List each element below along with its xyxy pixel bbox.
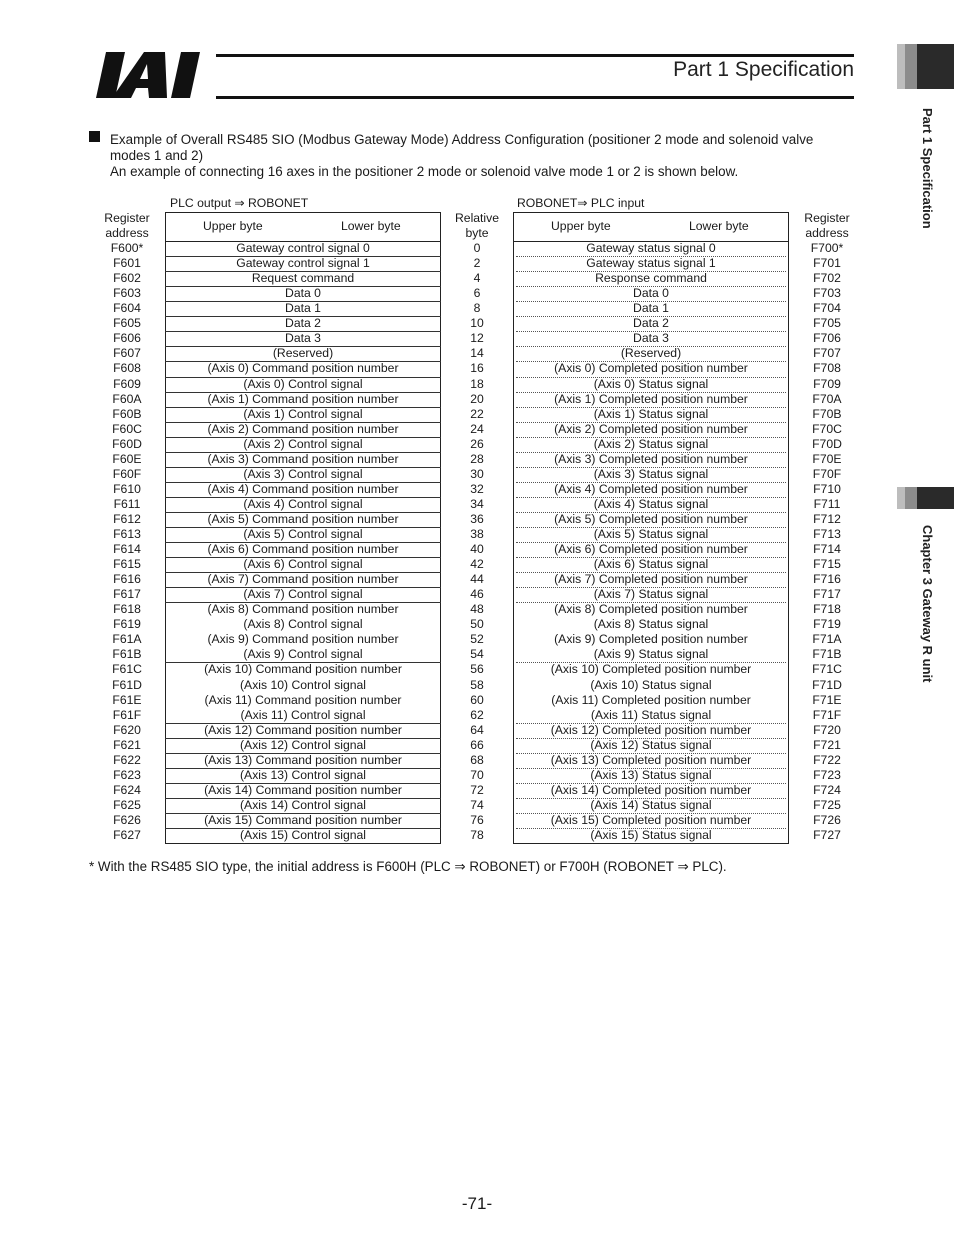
left-register-address: F623 [113,767,141,782]
right-register-address: F708 [813,361,841,376]
output-row-label: (Axis 3) Command position number [207,451,399,466]
left-register-address: F615 [113,557,141,571]
right-register-address: F714 [813,542,841,556]
output-row-label: (Axis 9) Control signal [243,647,363,662]
right-register-address: F71C [812,662,842,677]
input-row-label: Response command [595,271,707,286]
input-row-label: Data 1 [633,301,669,316]
relative-byte: 56 [470,662,484,677]
input-row-label: Data 3 [633,331,669,346]
output-row-label: (Axis 11) Command position number [204,692,402,707]
relative-byte: 46 [470,587,484,602]
side-tab-stripe [897,487,905,509]
output-row-label: (Axis 4) Command position number [207,481,399,496]
input-row-label: (Axis 6) Status signal [593,557,709,571]
left-register-address: F610 [113,481,141,496]
input-row-label: (Axis 13) Completed position number [550,752,752,767]
relative-byte: 62 [470,707,484,722]
right-register-address: F71B [812,647,842,662]
output-row-label: (Axis 7) Command position number [207,572,399,587]
right-register-address: F717 [813,587,841,602]
right-register-address: F71A [812,632,842,647]
part-tab [917,44,954,89]
relative-byte: 70 [470,767,484,782]
relative-byte: 74 [470,797,484,812]
right-register-address: F70D [812,436,842,451]
relative-byte: 38 [470,527,484,541]
input-row-label: (Axis 1) Status signal [593,406,709,421]
left-register-address: F622 [113,752,141,767]
right-register-address: F71D [812,677,842,692]
relative-byte: 20 [470,391,484,406]
right-register-address: F716 [813,572,841,587]
input-row-label: (Axis 12) Completed position number [550,722,752,737]
relative-byte: 54 [470,647,484,662]
right-address-header: address [805,226,849,240]
left-register-address: F60E [112,451,142,466]
left-register-address: F60F [112,466,142,481]
input-row-label: (Axis 0) Status signal [593,376,709,391]
output-row-label: (Axis 1) Control signal [243,406,363,421]
relative-byte: 68 [470,752,484,767]
left-register-address: F61E [112,692,142,707]
left-register-address: F612 [113,511,141,526]
right-register-address: F726 [813,812,841,827]
left-register-address: F603 [113,286,141,301]
left-register-address: F60A [112,391,142,406]
output-row-label: (Axis 7) Control signal [243,587,363,602]
input-row-label: (Axis 15) Completed position number [550,812,752,827]
right-register-address: F721 [813,737,841,752]
left-address-header: Register [104,211,150,225]
right-register-address: F720 [813,722,841,737]
header-rule-top [216,54,854,57]
left-register-address: F61B [112,647,142,662]
input-row-label: (Axis 0) Completed position number [554,361,748,376]
input-row-label: Gateway status signal 1 [586,256,716,271]
left-register-address: F61D [112,677,142,692]
left-register-address: F617 [113,587,141,602]
left-register-address: F616 [113,572,141,587]
chapter-tab-label: Chapter 3 Gateway R unit [920,525,935,683]
right-register-address: F702 [813,271,841,286]
relative-byte: 26 [470,436,484,451]
output-row-label: (Axis 5) Command position number [207,511,399,526]
relative-byte: 22 [470,406,484,421]
right-register-address: F712 [813,511,841,526]
relative-byte: 16 [470,361,484,376]
relative-byte: 60 [470,692,484,707]
left-register-address: F625 [113,797,141,812]
output-row-label: (Axis 4) Control signal [243,496,363,511]
output-row-label: (Axis 2) Control signal [243,436,363,451]
relative-byte: 34 [470,496,484,511]
relative-byte: 76 [470,812,484,827]
input-row-label: (Axis 5) Completed position number [554,511,748,526]
left-register-address: F611 [113,496,141,511]
input-row-label: (Axis 8) Status signal [593,617,709,632]
input-row-label: (Axis 2) Status signal [593,436,709,451]
output-row-label: Request command [251,271,355,286]
relative-byte: 78 [470,828,484,842]
side-tab-stripe [905,44,917,89]
right-register-address: F709 [813,376,841,391]
footnote: * With the RS485 SIO type, the initial address is F600H (PLC ⇒ ROBONET) or F700H (ROBONET ⇒ PLC). [89,859,727,874]
bullet-square [89,131,100,142]
right-register-address: F701 [813,256,841,271]
intro-line: Example of Overall RS485 SIO (Modbus Gateway Mode) Address Configuration (positioner 2 mode and solenoid valve [110,132,814,147]
right-address-header: Register [804,211,850,225]
left-register-address: F608 [113,361,141,376]
right-register-address: F724 [813,782,841,797]
input-row-label: (Axis 12) Status signal [590,737,712,752]
right-register-address: F700* [810,241,844,255]
input-row-label: (Axis 7) Completed position number [554,572,748,587]
output-row-label: Gateway control signal 1 [236,256,370,271]
side-tab-stripe [905,487,917,509]
input-row-label: (Axis 14) Completed position number [550,782,752,797]
right-register-address: F727 [813,828,841,842]
left-register-address: F609 [113,376,141,391]
input-row-label: Data 0 [633,286,669,301]
part-tab-label: Part 1 Specification [920,108,935,229]
output-row-label: (Axis 9) Command position number [207,632,399,647]
relative-byte: 4 [473,271,481,286]
output-row-label: (Axis 10) Control signal [240,677,366,692]
input-row-label: Data 2 [633,316,669,331]
left-register-address: F601 [113,256,141,271]
relative-byte: 64 [470,722,484,737]
right-register-address: F707 [813,346,841,361]
output-row-label: Data 2 [285,316,321,331]
output-row-label: (Axis 0) Command position number [207,361,399,376]
relative-byte: 0 [473,241,481,255]
input-row-label: (Axis 2) Completed position number [554,421,748,436]
right-register-address: F710 [813,481,841,496]
input-row-label: (Reserved) [620,346,682,361]
output-upper-byte: Upper byte [203,219,263,233]
left-register-address: F60C [112,421,142,436]
relative-byte: 50 [470,617,484,632]
output-row-label: (Axis 3) Control signal [243,466,363,481]
right-register-address: F704 [813,301,841,316]
left-register-address: F61F [112,707,142,722]
right-register-address: F70E [812,451,842,466]
left-register-address: F619 [113,617,141,632]
output-row-label: (Axis 0) Control signal [243,376,363,391]
left-register-address: F624 [113,782,141,797]
output-row-label: (Axis 12) Command position number [204,722,402,737]
side-tab-stripe [897,44,905,89]
input-row-label: (Axis 15) Status signal [590,828,712,842]
input-row-label: (Axis 6) Completed position number [554,542,748,556]
left-register-address: F605 [113,316,141,331]
relative-byte: 66 [470,737,484,752]
intro-line: modes 1 and 2) [110,148,204,163]
plc-input-title: ROBONET⇒ PLC input [517,196,645,210]
plc-output-title: PLC output ⇒ ROBONET [170,196,309,210]
relative-byte: 18 [470,376,484,391]
right-register-address: F725 [813,797,841,812]
right-register-address: F715 [813,557,841,571]
left-register-address: F60B [112,406,142,421]
input-row-label: (Axis 3) Status signal [593,466,709,481]
input-row-label: (Axis 13) Status signal [590,767,712,782]
intro-line: An example of connecting 16 axes in the positioner 2 mode or solenoid valve mode 1 or 2 is shown below. [110,164,739,179]
relative-byte: 10 [470,316,484,331]
output-row-label: (Axis 1) Command position number [207,391,399,406]
right-register-address: F70A [812,391,842,406]
input-row-label: (Axis 7) Status signal [593,587,709,602]
relative-byte: 44 [470,572,484,587]
output-row-label: (Axis 14) Command position number [204,782,402,797]
output-row-label: (Axis 8) Control signal [243,617,363,632]
right-register-address: F705 [813,316,841,331]
right-register-address: F723 [813,767,841,782]
relative-byte: 2 [473,256,481,271]
left-register-address: F627 [113,828,141,842]
right-register-address: F711 [813,496,841,511]
input-row-label: (Axis 9) Completed position number [554,632,748,647]
output-row-label: (Axis 13) Command position number [204,752,402,767]
chapter-tab [917,487,954,509]
input-upper-byte: Upper byte [551,219,611,233]
relative-byte-header: byte [465,226,489,240]
right-register-address: F706 [813,331,841,346]
relative-byte: 6 [473,286,481,301]
input-row-label: (Axis 5) Status signal [593,527,709,541]
output-row-label: (Axis 6) Command position number [207,542,399,556]
output-row-label: (Axis 6) Control signal [243,557,363,571]
output-row-label: (Axis 13) Control signal [240,767,366,782]
right-register-address: F70C [812,421,842,436]
right-register-address: F70F [812,466,842,481]
input-row-label: (Axis 10) Completed position number [550,662,752,677]
input-row-label: (Axis 3) Completed position number [554,451,748,466]
page-title: Part 1 Specification [673,58,854,81]
input-lower-byte: Lower byte [689,219,749,233]
right-register-address: F722 [813,752,841,767]
right-register-address: F71E [812,692,842,707]
input-row-label: (Axis 4) Status signal [593,496,709,511]
input-row-label: (Axis 9) Status signal [593,647,709,662]
left-register-address: F602 [113,271,141,286]
relative-byte: 28 [470,451,484,466]
output-row-label: (Axis 14) Control signal [240,797,366,812]
output-row-label: (Axis 10) Command position number [204,662,402,677]
iai-logo [96,52,214,98]
output-row-label: (Axis 15) Control signal [240,828,366,842]
input-row-label: (Axis 1) Completed position number [554,391,748,406]
input-row-label: (Axis 11) Status signal [590,707,712,722]
output-lower-byte: Lower byte [341,219,401,233]
left-address-header: address [105,226,149,240]
relative-byte: 58 [470,677,484,692]
right-register-address: F703 [813,286,841,301]
relative-byte: 8 [473,301,481,316]
right-register-address: F719 [813,617,841,632]
relative-byte: 40 [470,542,484,556]
header-rule-bottom [216,96,854,99]
output-row-label: (Reserved) [272,346,334,361]
output-row-label: Gateway control signal 0 [236,241,370,255]
output-row-label: (Axis 5) Control signal [243,527,363,541]
left-register-address: F60D [112,436,142,451]
left-register-address: F600* [110,241,144,255]
left-register-address: F61A [112,632,142,647]
input-row-label: (Axis 8) Completed position number [554,602,748,617]
input-row-label: (Axis 4) Completed position number [554,481,748,496]
output-row-label: (Axis 2) Command position number [207,421,399,436]
relative-byte: 42 [470,557,484,571]
input-row-label: Gateway status signal 0 [586,241,716,255]
left-register-address: F604 [113,301,141,316]
output-row-label: Data 3 [285,331,321,346]
output-row-label: (Axis 12) Control signal [240,737,366,752]
output-row-label: (Axis 11) Control signal [240,707,366,722]
right-register-address: F713 [813,527,841,541]
relative-byte: 52 [470,632,484,647]
relative-byte: 14 [470,346,484,361]
left-register-address: F607 [113,346,141,361]
left-register-address: F61C [112,662,142,677]
relative-byte: 32 [470,481,484,496]
left-register-address: F613 [113,527,141,541]
left-register-address: F626 [113,812,141,827]
relative-byte: 12 [470,331,484,346]
left-register-address: F618 [113,602,141,617]
relative-byte: 24 [470,421,484,436]
right-register-address: F718 [813,602,841,617]
page-number: -71- [461,1194,493,1213]
relative-byte: 36 [470,511,484,526]
right-register-address: F70B [812,406,842,421]
input-row-label: (Axis 10) Status signal [590,677,712,692]
left-register-address: F606 [113,331,141,346]
output-row-label: (Axis 8) Command position number [207,602,399,617]
relative-byte-header: Relative [454,211,500,225]
output-row-label: Data 0 [285,286,321,301]
right-register-address: F71F [812,707,842,722]
output-row-label: (Axis 15) Command position number [204,812,402,827]
relative-byte: 30 [470,466,484,481]
relative-byte: 48 [470,602,484,617]
input-row-label: (Axis 14) Status signal [590,797,712,812]
output-row-label: Data 1 [285,301,321,316]
left-register-address: F620 [113,722,141,737]
left-register-address: F621 [113,737,141,752]
relative-byte: 72 [470,782,484,797]
left-register-address: F614 [113,542,141,556]
input-row-label: (Axis 11) Completed position number [551,692,751,707]
